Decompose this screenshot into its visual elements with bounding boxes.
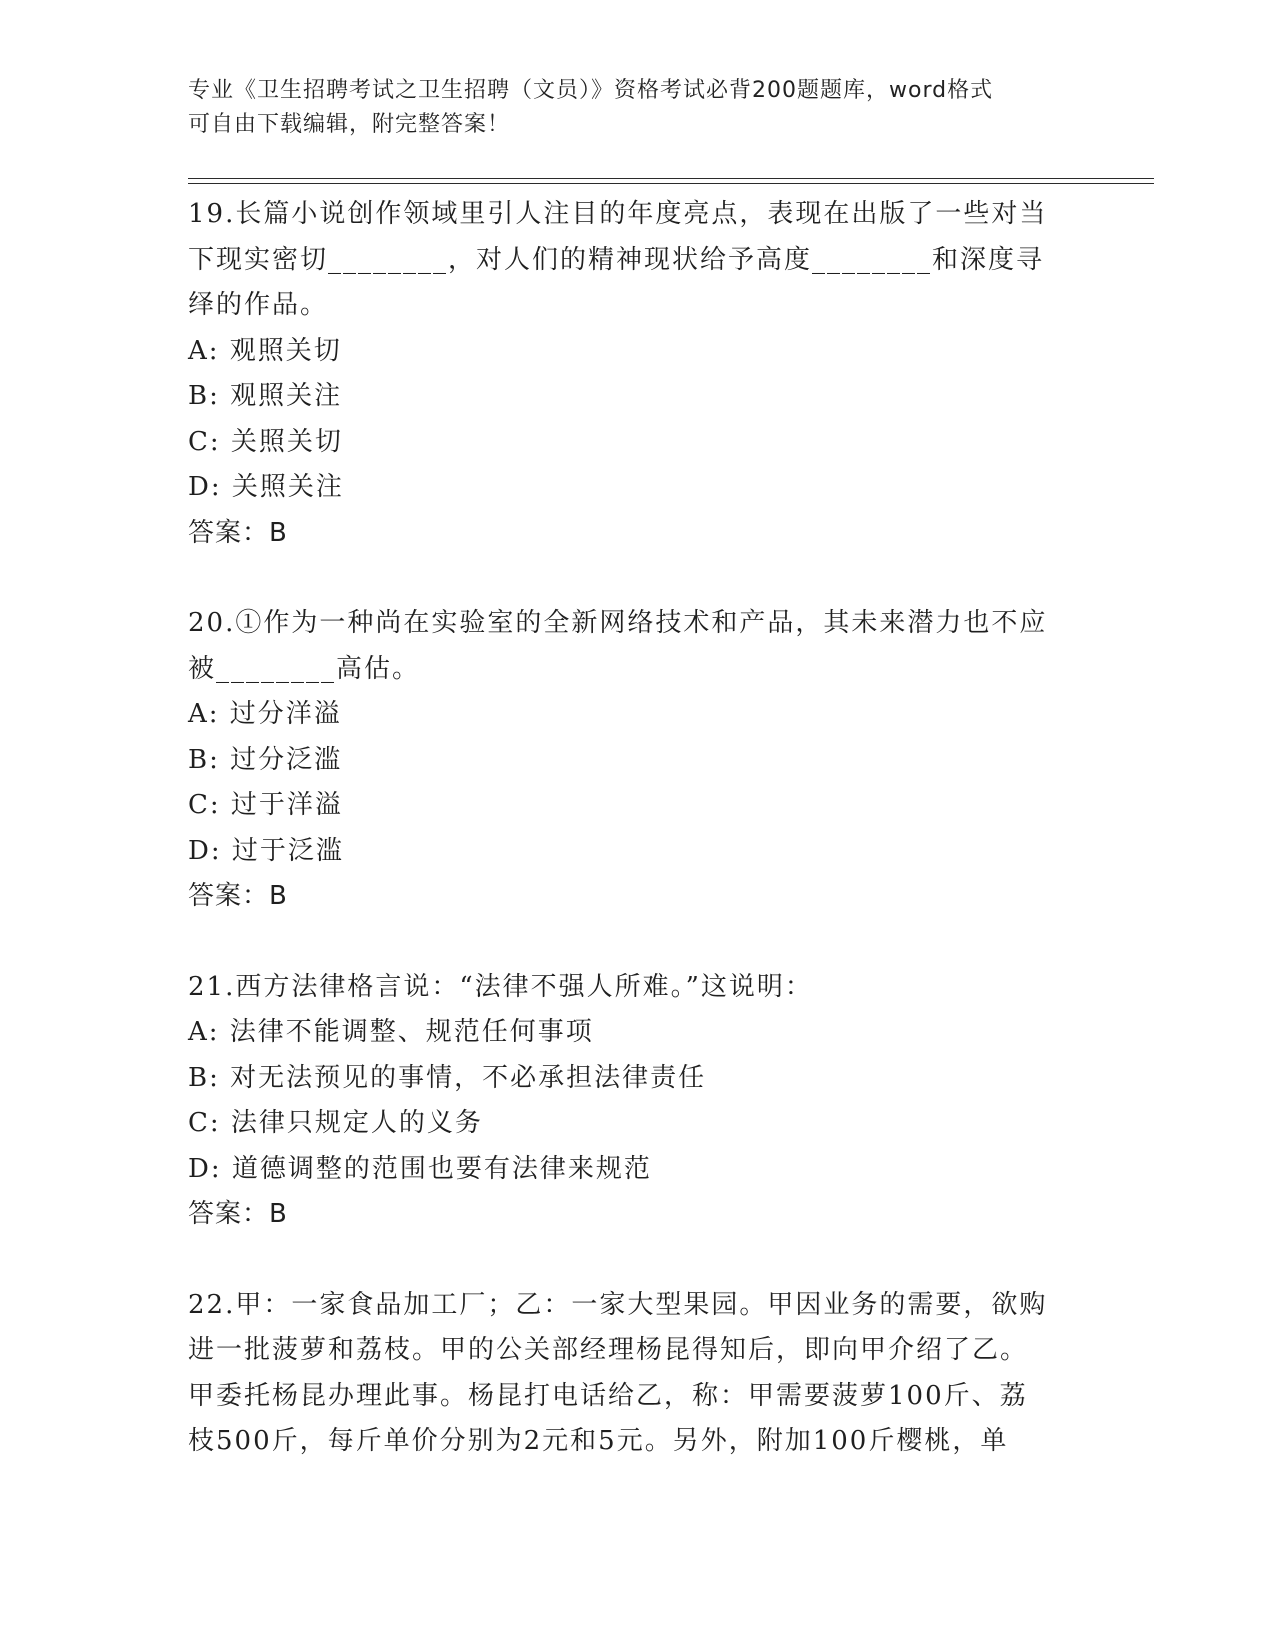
question-21 [188, 965, 1088, 1238]
question-stem-line: 进一批菠萝和荔枝。甲的公关部经理杨昆得知后，即向甲介绍了乙。 [188, 1335, 1029, 1365]
question-stem-line: 下现实密切________，对人们的精神现状给予高度________和深度寻 [188, 244, 1045, 275]
question-list [188, 192, 1088, 1465]
question-stem-line: 甲委托杨昆办理此事。杨昆打电话给乙，称：甲需要菠萝100斤、荔 [188, 1380, 1028, 1411]
question-stem-line: 22.甲：一家食品加工厂；乙：一家大型果园。甲因业务的需要，欲购 [188, 1289, 1048, 1320]
spacer [188, 1238, 1088, 1283]
spacer [188, 920, 1088, 965]
option-b: B: 过分泛滥 [188, 744, 343, 775]
option-c: C: 关照关切 [188, 426, 343, 457]
question-stem-line: 绎的作品。 [188, 290, 329, 320]
question-stem-line: 20.①作为一种尚在实验室的全新网络技术和产品，其未来潜力也不应 [188, 608, 1048, 638]
option-a: A: 过分洋溢 [188, 699, 342, 729]
question-stem-line: 19.长篇小说创作领域里引人注目的年度亮点，表现在出版了一些对当 [188, 199, 1048, 229]
option-b: B: 对无法预见的事情，不必承担法律责任 [188, 1062, 707, 1093]
header-line-2: 可自由下载编辑，附完整答案！ [188, 112, 511, 137]
question-stem-line: 被________高估。 [188, 653, 421, 684]
document-header [188, 74, 1088, 142]
option-d: D: 关照关注 [188, 472, 344, 502]
answer: 答案：B [188, 517, 288, 548]
option-a: A: 法律不能调整、规范任何事项 [188, 1017, 594, 1047]
option-d: D: 过于泛滥 [188, 835, 344, 866]
option-c: C: 法律只规定人的义务 [188, 1108, 483, 1138]
question-19 [188, 192, 1088, 556]
header-line-1: 专业《卫生招聘考试之卫生招聘（文员）》资格考试必背200题题库，word格式 [188, 78, 994, 103]
option-d: D: 道德调整的范围也要有法律来规范 [188, 1153, 652, 1184]
option-a: A: 观照关切 [188, 335, 342, 366]
header-divider-top [188, 178, 1154, 179]
option-b: B: 观照关注 [188, 381, 343, 411]
question-20 [188, 601, 1088, 920]
question-stem-line: 21.西方法律格言说：“法律不强人所难。”这说明： [188, 971, 813, 1002]
answer: 答案：B [188, 881, 288, 911]
spacer [188, 556, 1088, 601]
question-22 [188, 1283, 1088, 1465]
question-stem-line: 枝500斤，每斤单价分别为2元和5元。另外，附加100斤樱桃，单 [188, 1426, 1009, 1456]
answer: 答案：B [188, 1199, 288, 1229]
header-divider-bottom [188, 183, 1154, 184]
option-c: C: 过于洋溢 [188, 790, 343, 820]
